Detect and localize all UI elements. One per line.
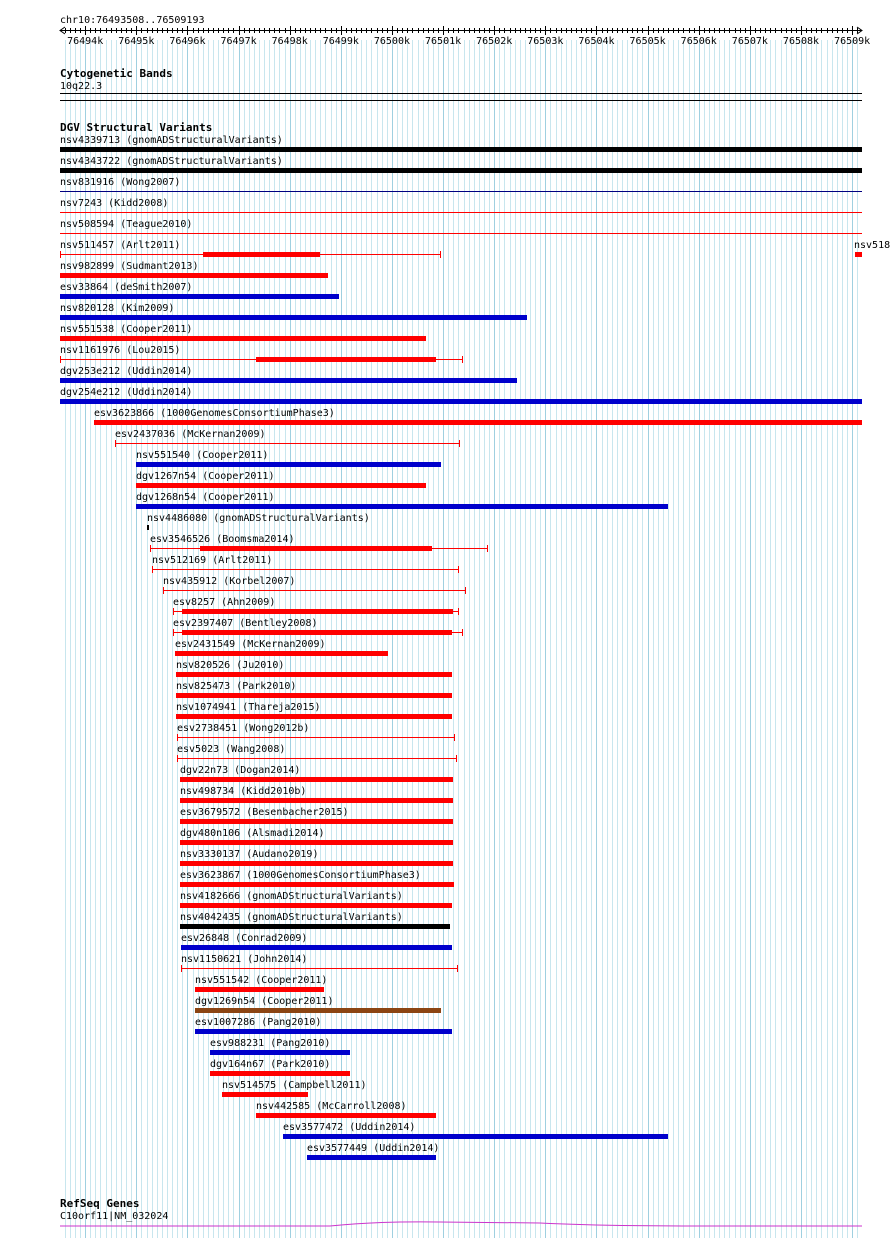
dgv-feature-glyph[interactable] xyxy=(0,775,890,785)
dgv-feature-bar[interactable] xyxy=(180,882,454,887)
dgv-feature[interactable] xyxy=(0,492,890,512)
dgv-feature-label: nsv512169 (Arlt2011) xyxy=(152,555,273,566)
dgv-feature-glyph[interactable] xyxy=(0,1153,890,1163)
dgv-feature-glyph[interactable] xyxy=(0,1132,890,1142)
dgv-feature[interactable] xyxy=(0,891,890,911)
dgv-feature-bar[interactable] xyxy=(136,462,441,467)
dgv-feature-bar[interactable] xyxy=(60,273,328,278)
ruler-tick-label: 76506k xyxy=(680,36,717,47)
dgv-feature[interactable] xyxy=(0,1101,890,1121)
dgv-feature-glyph[interactable] xyxy=(0,964,890,974)
dgv-feature-core[interactable] xyxy=(256,357,436,362)
refseq-gene-model[interactable] xyxy=(0,1220,890,1232)
dgv-feature[interactable] xyxy=(0,513,890,533)
cytoband-bar[interactable] xyxy=(60,93,862,94)
dgv-feature-glyph[interactable] xyxy=(0,1090,890,1100)
dgv-feature[interactable] xyxy=(0,660,890,680)
dgv-feature-bar[interactable] xyxy=(180,840,453,845)
dgv-feature-glyph[interactable] xyxy=(0,565,890,575)
dgv-feature-label: esv3623867 (1000GenomesConsortiumPhase3) xyxy=(180,870,421,881)
dgv-feature-bar[interactable] xyxy=(60,147,862,152)
dgv-feature[interactable] xyxy=(0,807,890,827)
dgv-feature-label: dgv1269n54 (Cooper2011) xyxy=(195,996,334,1007)
dgv-feature-glyph[interactable] xyxy=(0,187,890,197)
dgv-feature[interactable] xyxy=(0,702,890,722)
dgv-edge-feature-label[interactable]: nsv518 xyxy=(854,240,890,251)
dgv-feature-label: esv988231 (Pang2010) xyxy=(210,1038,331,1049)
dgv-feature-label: esv5023 (Wang2008) xyxy=(177,744,286,755)
ruler-tick-label: 76496k xyxy=(169,36,206,47)
dgv-feature-label: nsv508594 (Teague2010) xyxy=(60,219,193,230)
dgv-feature[interactable] xyxy=(0,933,890,953)
ruler-tick-label: 76497k xyxy=(220,36,257,47)
dgv-feature-glyph[interactable] xyxy=(0,754,890,764)
dgv-feature[interactable] xyxy=(0,345,890,365)
dgv-feature-label: dgv1267n54 (Cooper2011) xyxy=(136,471,275,482)
cytoband-track-title: Cytogenetic Bands xyxy=(60,67,173,80)
dgv-feature-glyph[interactable] xyxy=(0,166,890,176)
dgv-feature-glyph[interactable] xyxy=(0,649,890,659)
dgv-feature-glyph[interactable] xyxy=(0,376,890,386)
track-separator xyxy=(60,100,862,101)
dgv-feature-glyph[interactable] xyxy=(0,922,890,932)
ruler-tick-label: 76499k xyxy=(322,36,359,47)
dgv-feature-label: esv3577449 (Uddin2014) xyxy=(307,1143,440,1154)
dgv-feature[interactable] xyxy=(0,597,890,617)
dgv-feature[interactable] xyxy=(0,387,890,407)
dgv-feature-glyph[interactable] xyxy=(0,901,890,911)
dgv-feature-glyph[interactable] xyxy=(0,250,890,260)
dgv-feature[interactable] xyxy=(0,156,890,176)
refseq-track-title: RefSeq Genes xyxy=(60,1197,140,1210)
dgv-feature-bar[interactable] xyxy=(180,777,453,782)
dgv-feature-label: esv3577472 (Uddin2014) xyxy=(283,1122,416,1133)
dgv-feature-label: dgv254e212 (Uddin2014) xyxy=(60,387,193,398)
dgv-feature-label: nsv3330137 (Audano2019) xyxy=(180,849,319,860)
dgv-feature-label: esv1007286 (Pang2010) xyxy=(195,1017,322,1028)
dgv-feature-glyph[interactable] xyxy=(0,1069,890,1079)
dgv-feature-label: nsv831916 (Wong2007) xyxy=(60,177,181,188)
dgv-feature[interactable] xyxy=(0,408,890,428)
dgv-feature-bar[interactable] xyxy=(195,987,324,992)
dgv-feature-bar[interactable] xyxy=(210,1071,350,1076)
dgv-feature[interactable] xyxy=(0,786,890,806)
dgv-feature-bar[interactable] xyxy=(195,1029,452,1034)
dgv-feature[interactable] xyxy=(0,240,890,260)
dgv-feature-glyph[interactable] xyxy=(0,1111,890,1121)
dgv-feature-label: nsv7243 (Kidd2008) xyxy=(60,198,169,209)
dgv-feature-bar[interactable] xyxy=(136,504,668,509)
refseq-gene-label[interactable]: C10orf11|NM_032024 xyxy=(60,1211,169,1222)
dgv-feature[interactable] xyxy=(0,450,890,470)
dgv-feature[interactable] xyxy=(0,471,890,491)
dgv-feature-label: esv3679572 (Besenbacher2015) xyxy=(180,807,349,818)
dgv-feature-glyph[interactable] xyxy=(0,859,890,869)
dgv-feature-bar[interactable] xyxy=(180,903,452,908)
dgv-feature-glyph[interactable] xyxy=(0,628,890,638)
dgv-feature-label: nsv514575 (Campbell2011) xyxy=(222,1080,367,1091)
ruler-tick-label: 76495k xyxy=(118,36,155,47)
cytoband-label: 10q22.3 xyxy=(60,81,103,92)
dgv-feature[interactable] xyxy=(0,261,890,281)
ruler-tick-label: 76498k xyxy=(271,36,308,47)
dgv-feature[interactable] xyxy=(0,681,890,701)
dgv-feature-glyph[interactable] xyxy=(0,817,890,827)
location-label: chr10:76493508..76509193 xyxy=(60,15,205,26)
dgv-feature-label: nsv4042435 (gnomADStructuralVariants) xyxy=(180,912,403,923)
dgv-feature-bar[interactable] xyxy=(136,483,426,488)
dgv-feature[interactable] xyxy=(0,996,890,1016)
dgv-feature[interactable] xyxy=(0,639,890,659)
dgv-feature-bar[interactable] xyxy=(180,861,453,866)
dgv-feature-label: esv8257 (Ahn2009) xyxy=(173,597,276,608)
dgv-feature-core[interactable] xyxy=(200,546,432,551)
ruler-tick-label: 76507k xyxy=(731,36,768,47)
dgv-feature-glyph[interactable] xyxy=(0,1048,890,1058)
dgv-feature-label: dgv253e212 (Uddin2014) xyxy=(60,366,193,377)
dgv-feature-glyph[interactable] xyxy=(0,481,890,491)
dgv-feature-label: nsv551538 (Cooper2011) xyxy=(60,324,193,335)
dgv-feature-label: nsv442585 (McCarroll2008) xyxy=(256,1101,407,1112)
dgv-feature-bar[interactable] xyxy=(307,1155,436,1160)
dgv-feature-glyph[interactable] xyxy=(0,607,890,617)
dgv-feature-glyph[interactable] xyxy=(0,733,890,743)
dgv-feature-label: dgv1268n54 (Cooper2011) xyxy=(136,492,275,503)
dgv-feature[interactable] xyxy=(0,177,890,197)
dgv-feature-glyph[interactable] xyxy=(0,1027,890,1037)
dgv-feature-glyph[interactable] xyxy=(0,712,890,722)
dgv-feature[interactable] xyxy=(0,1038,890,1058)
ruler-tick-label: 76503k xyxy=(527,36,564,47)
dgv-feature-label: nsv511457 (Arlt2011) xyxy=(60,240,181,251)
dgv-feature-glyph[interactable] xyxy=(0,586,890,596)
dgv-feature-glyph[interactable] xyxy=(0,271,890,281)
dgv-feature[interactable] xyxy=(0,1080,890,1100)
dgv-feature-bar[interactable] xyxy=(94,420,862,425)
dgv-feature-glyph[interactable] xyxy=(0,439,890,449)
ruler-tick-label: 76508k xyxy=(782,36,820,47)
dgv-feature-bar[interactable] xyxy=(176,672,452,677)
dgv-feature-bar[interactable] xyxy=(176,714,452,719)
dgv-feature-label: nsv4486080 (gnomADStructuralVariants) xyxy=(147,513,370,524)
dgv-feature-label: dgv164n67 (Park2010) xyxy=(210,1059,331,1070)
dgv-feature-glyph[interactable] xyxy=(0,838,890,848)
ruler-tick-label: 76509k xyxy=(834,36,871,47)
dgv-feature-label: esv33864 (deSmith2007) xyxy=(60,282,193,293)
ruler-tick-label: 76494k xyxy=(67,36,104,47)
dgv-feature-label: nsv825473 (Park2010) xyxy=(176,681,297,692)
dgv-feature-glyph[interactable] xyxy=(0,943,890,953)
dgv-feature-glyph[interactable] xyxy=(0,523,890,533)
dgv-track-title: DGV Structural Variants xyxy=(60,121,213,134)
dgv-feature-label: esv3546526 (Boomsma2014) xyxy=(150,534,295,545)
dgv-feature-glyph[interactable] xyxy=(0,355,890,365)
ruler-tick-label: 76500k xyxy=(373,36,411,47)
dgv-feature-label: nsv4343722 (gnomADStructuralVariants) xyxy=(60,156,283,167)
dgv-feature-label: dgv22n73 (Dogan2014) xyxy=(180,765,301,776)
dgv-feature[interactable] xyxy=(0,765,890,785)
dgv-feature[interactable] xyxy=(0,219,890,239)
dgv-feature-label: esv2738451 (Wong2012b) xyxy=(177,723,310,734)
dgv-feature-label: esv3623866 (1000GenomesConsortiumPhase3) xyxy=(94,408,335,419)
dgv-feature[interactable] xyxy=(0,1059,890,1079)
dgv-feature[interactable] xyxy=(0,282,890,302)
dgv-feature-bar[interactable] xyxy=(60,315,527,320)
dgv-feature-label: nsv820128 (Kim2009) xyxy=(60,303,175,314)
dgv-feature-bar[interactable] xyxy=(60,168,862,173)
dgv-feature-bar[interactable] xyxy=(222,1092,308,1097)
dgv-feature-glyph[interactable] xyxy=(0,418,890,428)
dgv-feature-bar[interactable] xyxy=(147,525,149,530)
dgv-feature-bar[interactable] xyxy=(180,819,453,824)
dgv-feature-glyph[interactable] xyxy=(0,334,890,344)
dgv-feature[interactable] xyxy=(0,1122,890,1142)
dgv-feature-label: nsv4339713 (gnomADStructuralVariants) xyxy=(60,135,283,146)
dgv-feature[interactable] xyxy=(0,744,890,764)
dgv-feature-glyph[interactable] xyxy=(0,502,890,512)
dgv-feature-core[interactable] xyxy=(182,630,452,635)
dgv-feature[interactable] xyxy=(0,324,890,344)
dgv-feature[interactable] xyxy=(0,303,890,323)
dgv-feature-glyph[interactable] xyxy=(0,796,890,806)
dgv-feature[interactable] xyxy=(0,429,890,449)
dgv-feature[interactable] xyxy=(0,198,890,218)
dgv-feature-label: esv26848 (Conrad2009) xyxy=(181,933,308,944)
dgv-feature-glyph[interactable] xyxy=(0,292,890,302)
dgv-feature-glyph[interactable] xyxy=(0,985,890,995)
dgv-feature-bar[interactable] xyxy=(60,294,339,299)
dgv-feature-bar[interactable] xyxy=(210,1050,350,1055)
dgv-feature-bar[interactable] xyxy=(60,399,862,404)
dgv-feature-label: nsv4182666 (gnomADStructuralVariants) xyxy=(180,891,403,902)
dgv-feature-label: nsv982899 (Sudmant2013) xyxy=(60,261,199,272)
dgv-feature-core[interactable] xyxy=(203,252,320,257)
dgv-feature[interactable] xyxy=(0,828,890,848)
dgv-feature-label: dgv480n106 (Alsmadi2014) xyxy=(180,828,325,839)
dgv-feature-bar[interactable] xyxy=(60,336,426,341)
dgv-feature[interactable] xyxy=(0,870,890,890)
dgv-feature-glyph[interactable] xyxy=(0,313,890,323)
dgv-feature-label: nsv1074941 (Thareja2015) xyxy=(176,702,321,713)
dgv-feature-label: nsv551542 (Cooper2011) xyxy=(195,975,328,986)
dgv-feature-label: nsv551540 (Cooper2011) xyxy=(136,450,269,461)
dgv-feature-glyph[interactable] xyxy=(0,544,890,554)
dgv-feature[interactable] xyxy=(0,366,890,386)
dgv-feature[interactable] xyxy=(0,555,890,575)
ruler-tick-label: 76504k xyxy=(578,36,615,47)
dgv-feature-label: nsv435912 (Korbel2007) xyxy=(163,576,296,587)
dgv-edge-feature-bar[interactable] xyxy=(855,252,862,257)
dgv-feature-core[interactable] xyxy=(182,609,453,614)
dgv-feature-glyph[interactable] xyxy=(0,460,890,470)
dgv-feature-glyph[interactable] xyxy=(0,880,890,890)
dgv-feature-label: esv2431549 (McKernan2009) xyxy=(175,639,326,650)
dgv-feature-bar[interactable] xyxy=(176,693,452,698)
dgv-feature[interactable] xyxy=(0,135,890,155)
dgv-feature-bar[interactable] xyxy=(180,798,453,803)
dgv-feature[interactable] xyxy=(0,723,890,743)
dgv-feature-bar[interactable] xyxy=(256,1113,436,1118)
dgv-feature-label: nsv1150621 (John2014) xyxy=(181,954,308,965)
dgv-feature-bar[interactable] xyxy=(175,651,388,656)
dgv-feature-glyph[interactable] xyxy=(0,229,890,239)
dgv-feature-glyph[interactable] xyxy=(0,1006,890,1016)
dgv-feature-label: esv2437036 (McKernan2009) xyxy=(115,429,266,440)
dgv-feature[interactable] xyxy=(0,534,890,554)
dgv-feature[interactable] xyxy=(0,576,890,596)
dgv-feature-label: nsv498734 (Kidd2010b) xyxy=(180,786,307,797)
dgv-feature[interactable] xyxy=(0,954,890,974)
dgv-feature-glyph[interactable] xyxy=(0,208,890,218)
ruler-tick-label: 76501k xyxy=(425,36,462,47)
dgv-feature-glyph[interactable] xyxy=(0,691,890,701)
dgv-feature-label: nsv820526 (Ju2010) xyxy=(176,660,285,671)
dgv-feature-glyph[interactable] xyxy=(0,145,890,155)
dgv-feature[interactable] xyxy=(0,975,890,995)
refseq-intron-line[interactable] xyxy=(60,1222,862,1226)
dgv-feature[interactable] xyxy=(0,1017,890,1037)
dgv-feature-bar[interactable] xyxy=(181,945,452,950)
dgv-feature-label: esv2397407 (Bentley2008) xyxy=(173,618,318,629)
dgv-feature-bar[interactable] xyxy=(180,924,450,929)
dgv-feature[interactable] xyxy=(0,618,890,638)
dgv-feature[interactable] xyxy=(0,912,890,932)
dgv-feature[interactable] xyxy=(0,849,890,869)
dgv-feature-bar[interactable] xyxy=(283,1134,668,1139)
dgv-feature-bar[interactable] xyxy=(195,1008,441,1013)
dgv-feature[interactable] xyxy=(0,1143,890,1163)
dgv-feature-glyph[interactable] xyxy=(0,397,890,407)
ruler-tick-label: 76505k xyxy=(629,36,666,47)
ruler-tick-label: 76502k xyxy=(476,36,513,47)
dgv-feature-bar[interactable] xyxy=(60,378,517,383)
dgv-feature-glyph[interactable] xyxy=(0,670,890,680)
dgv-feature-label: nsv1161976 (Lou2015) xyxy=(60,345,181,356)
